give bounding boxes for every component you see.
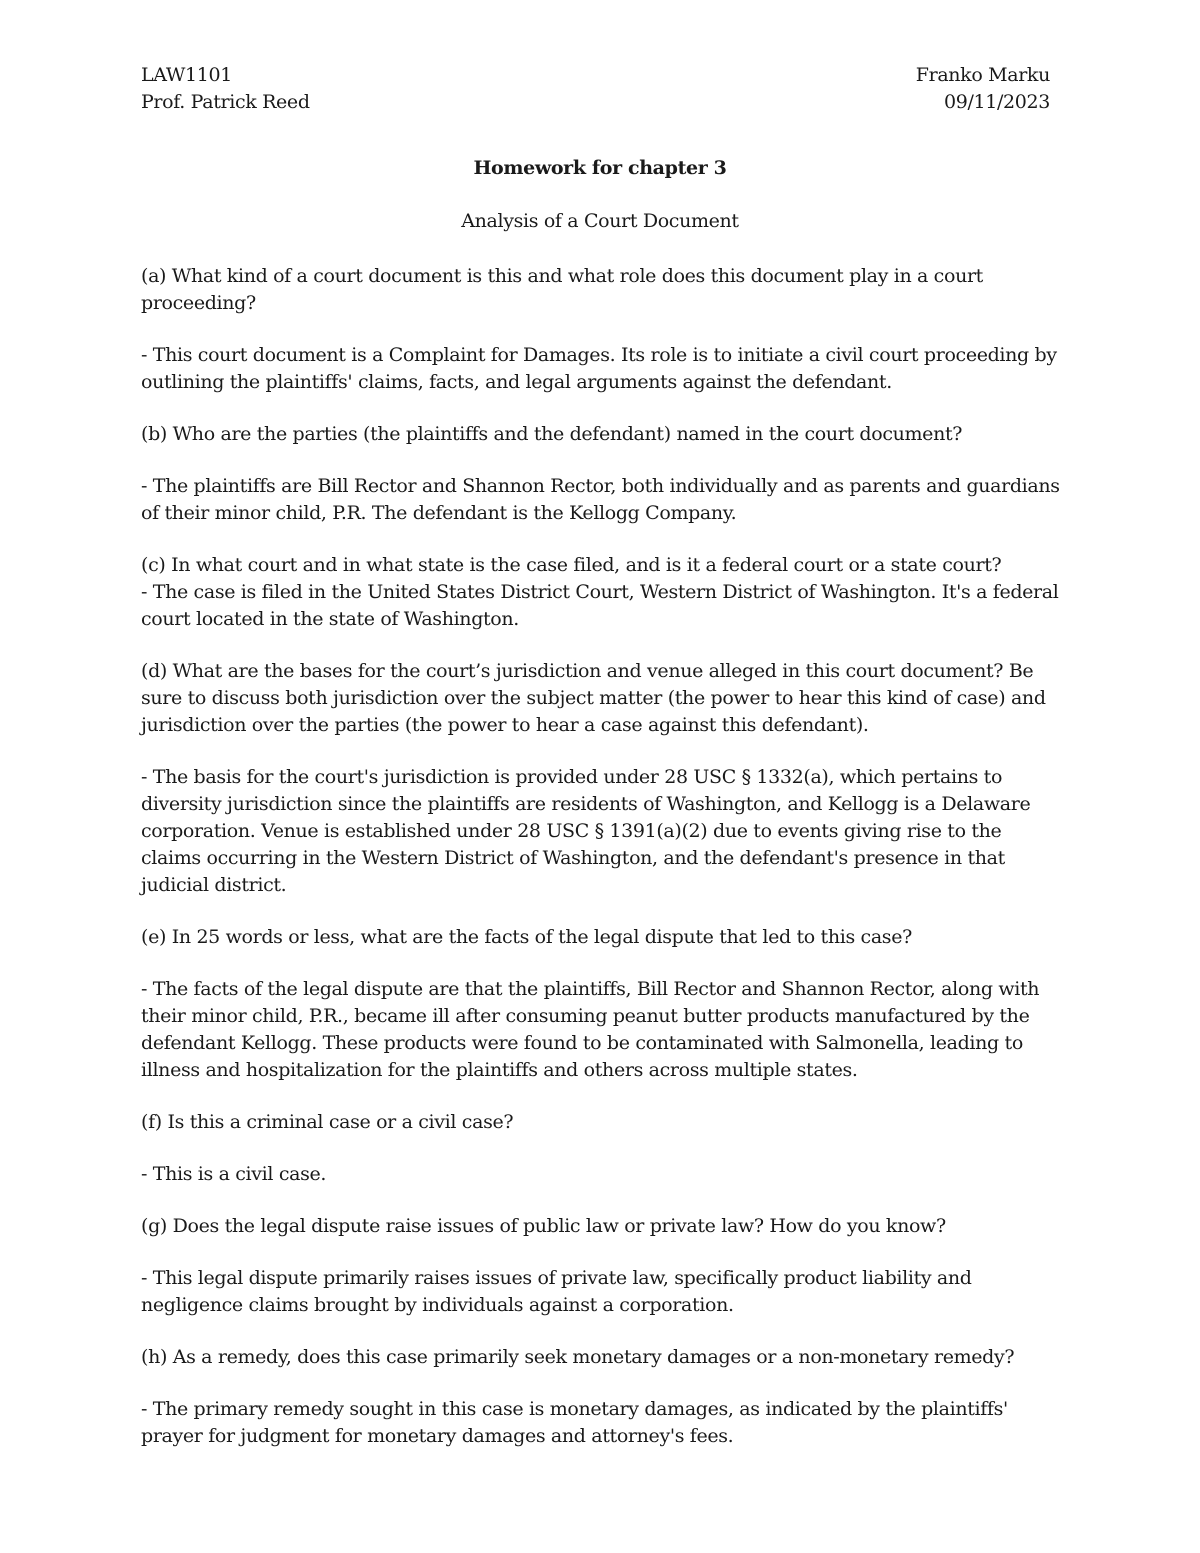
answer-h: - The primary remedy sought in this case is monetary damages, as indicated by the plaintiffs' prayer for judgment for monetary damages and attorney's fees. <box>141 1398 1008 1447</box>
header-row-2 <box>141 89 1050 116</box>
course-code: LAW1101 <box>141 64 233 86</box>
document-subtitle: Analysis of a Court Document <box>461 210 739 232</box>
question-f: (f) Is this a criminal case or a civil case? <box>141 1111 514 1133</box>
header-row-1 <box>141 62 1050 89</box>
answer-c: - The case is filed in the United States District Court, Western District of Washington. It's a federal court located in the state of Washington. <box>141 581 1059 630</box>
answer-d: - The basis for the court's jurisdiction is provided under 28 USC § 1332(a), which pertains to diversity jurisdiction since the plaintiffs are residents of Washington, and Kellogg is a Delaware corporation. Venue is established under 28 USC § 1391(a)(2) due to events giving rise to the claims occurring in the Western District of Washington, and the defendant's presence in that judicial district. <box>141 766 1031 896</box>
answer-b: - The plaintiffs are Bill Rector and Shannon Rector, both individually and as parents and guardians of their minor child, P.R. The defendant is the Kellogg Company. <box>141 475 1060 524</box>
question-e: (e) In 25 words or less, what are the facts of the legal dispute that led to this case? <box>141 926 912 948</box>
question-d: (d) What are the bases for the court’s jurisdiction and venue alleged in this court document? Be sure to discuss both jurisdiction over the subject matter (the power to hear this kind of case) and jurisdiction over the parties (the power to hear a case against this defendant). <box>141 660 1046 736</box>
answer-g: - This legal dispute primarily raises issues of private law, specifically product liability and negligence claims brought by individuals against a corporation. <box>141 1267 972 1316</box>
question-h: (h) As a remedy, does this case primarily seek monetary damages or a non-monetary remedy? <box>141 1346 1015 1368</box>
submission-date: 09/11/2023 <box>943 91 1050 113</box>
question-c: (c) In what court and in what state is the case filed, and is it a federal court or a state court? <box>141 554 1002 576</box>
student-name: Franko Marku <box>915 64 1050 86</box>
answer-e: - The facts of the legal dispute are that the plaintiffs, Bill Rector and Shannon Rector, along with their minor child, P.R., became ill after consuming peanut butter products manufactured by the defendant Kellogg. These products were found to be contaminated with Salmonella, leading to illness and hospitalization for the plaintiffs and others across multiple states. <box>141 978 1040 1081</box>
document-title: Homework for chapter 3 <box>473 157 727 179</box>
question-g: (g) Does the legal dispute raise issues of public law or private law? How do you know? <box>141 1215 946 1237</box>
question-b: (b) Who are the parties (the plaintiffs and the defendant) named in the court document? <box>141 423 963 445</box>
document-header <box>141 62 1050 116</box>
professor-name: Prof. Patrick Reed <box>141 91 310 113</box>
document-body <box>141 263 1061 1475</box>
answer-f: - This is a civil case. <box>141 1163 327 1185</box>
question-a: (a) What kind of a court document is this and what role does this document play in a court proceeding? <box>141 265 983 314</box>
answer-a: - This court document is a Complaint for Damages. Its role is to initiate a civil court proceeding by outlining the plaintiffs' claims, facts, and legal arguments against the defendant. <box>141 344 1057 393</box>
